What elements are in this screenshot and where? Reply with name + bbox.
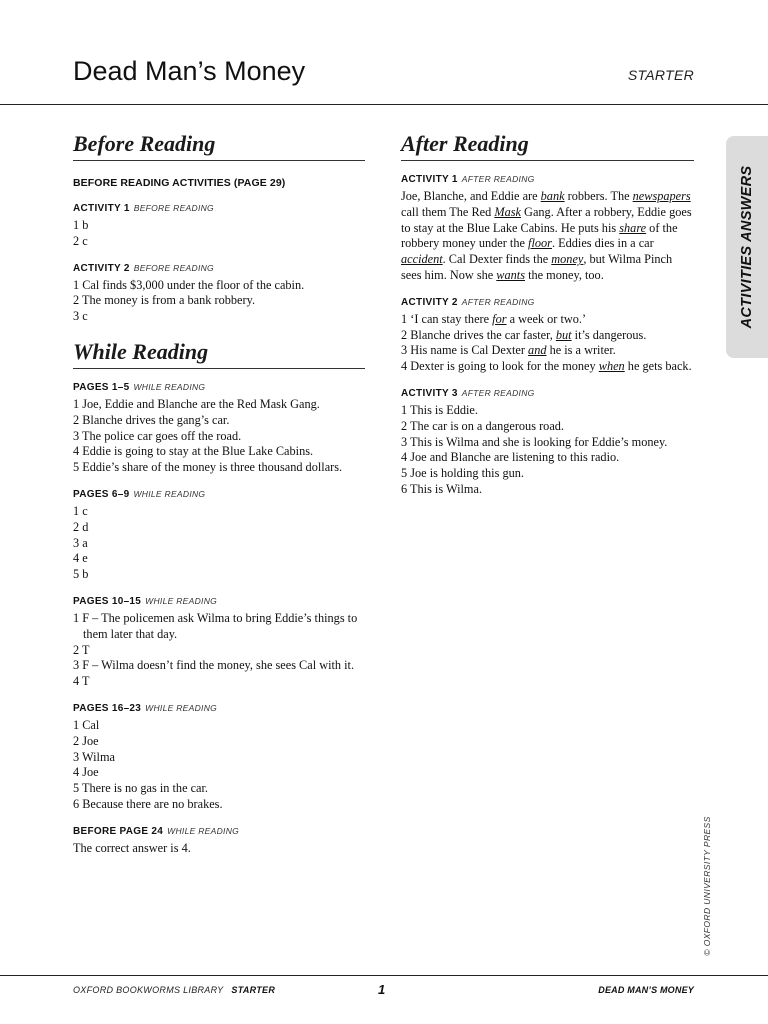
footer-book-title: DEAD MAN’S MONEY bbox=[598, 985, 694, 995]
footer-divider bbox=[0, 975, 768, 976]
before-reading-subheading: BEFORE READING ACTIVITIES (PAGE 29) bbox=[73, 177, 286, 189]
answer-line bbox=[401, 312, 694, 328]
text-run: he gets back. bbox=[624, 359, 692, 374]
while-reading-heading: While Reading bbox=[73, 339, 365, 369]
answer-line: 2 The car is on a dangerous road. bbox=[401, 418, 564, 433]
footer-series bbox=[73, 985, 275, 995]
answer-word: when bbox=[598, 359, 625, 374]
activity-number: ACTIVITY 3 bbox=[401, 387, 458, 399]
text-run: Joe, Blanche, and Eddie are bbox=[401, 189, 541, 203]
pages-tag: WHILE READING bbox=[145, 702, 218, 713]
answer-word: for bbox=[492, 311, 507, 326]
pages-label bbox=[73, 702, 365, 715]
answer-line: 4 e bbox=[73, 551, 88, 566]
answer-word: Mask bbox=[494, 204, 521, 219]
text-run: of the robbery money under the bbox=[401, 220, 678, 251]
header-divider bbox=[0, 104, 768, 105]
text-run: the money, too. bbox=[525, 267, 604, 282]
activity-label bbox=[401, 296, 694, 309]
answer-line: 4 Eddie is going to stay at the Blue Lake Cabins. bbox=[73, 444, 314, 459]
answer-line: 1 Joe, Eddie and Blanche are the Red Mask Gang. bbox=[73, 396, 320, 411]
answer-line: 3 F – Wilma doesn’t find the money, she sees Cal with it. bbox=[73, 658, 355, 673]
activity-number: ACTIVITY 1 bbox=[73, 203, 130, 214]
answer-word: but bbox=[555, 327, 572, 342]
series-level: STARTER bbox=[231, 985, 276, 995]
page-number: 1 bbox=[378, 982, 386, 997]
pages-range: BEFORE PAGE 24 bbox=[73, 825, 164, 837]
text-run: it’s dangerous. bbox=[571, 327, 647, 342]
pages-label bbox=[73, 595, 365, 608]
answer-line: 1 b bbox=[73, 218, 89, 232]
text-run: call them The Red bbox=[401, 204, 495, 219]
text-run: he is a writer. bbox=[546, 343, 616, 358]
before-reading-heading: Before Reading bbox=[73, 131, 365, 161]
answer-line: 3 c bbox=[73, 309, 88, 324]
text-run: , but Wilma Pinch sees him. Now she bbox=[401, 252, 673, 282]
copyright-notice: © OXFORD UNIVERSITY PRESS bbox=[702, 816, 712, 956]
answer-line: 1 Cal finds $3,000 under the floor of the cabin. bbox=[73, 277, 305, 292]
text-run: a week or two.’ bbox=[506, 311, 587, 326]
text-run: . Cal Dexter finds the bbox=[442, 252, 552, 267]
answer-line: 6 Because there are no brakes. bbox=[73, 796, 223, 811]
activities-answers-tab bbox=[726, 136, 768, 358]
activity-number: ACTIVITY 2 bbox=[73, 262, 130, 274]
activity-tag: BEFORE READING bbox=[133, 203, 214, 213]
left-column bbox=[73, 131, 365, 857]
pages-tag: WHILE READING bbox=[133, 488, 206, 499]
answer-line bbox=[401, 343, 694, 359]
answer-word: bank bbox=[540, 189, 565, 203]
answer-line: 6 This is Wilma. bbox=[401, 481, 483, 496]
answer-line: 5 b bbox=[73, 567, 89, 582]
activity-label bbox=[401, 387, 694, 400]
pages-range: PAGES 6–9 bbox=[73, 488, 130, 500]
answer-line: 2 c bbox=[73, 233, 88, 248]
answer-line: 4 Joe bbox=[73, 765, 99, 780]
text-run: 1 ‘I can stay there bbox=[401, 311, 493, 326]
answer-line: 2 Joe bbox=[73, 733, 99, 748]
pages-tag: WHILE READING bbox=[133, 381, 206, 392]
answer-line: 4 Joe and Blanche are listening to this radio. bbox=[401, 450, 620, 465]
text-run: 4 Dexter is going to look for the money bbox=[401, 359, 599, 374]
answer-line: 5 There is no gas in the car. bbox=[73, 781, 209, 796]
answer-line: 1 F – The policemen ask Wilma to bring Eddie’s things to them later that day. bbox=[73, 610, 358, 641]
answer-line: 1 Cal bbox=[73, 717, 100, 732]
text-run: . Eddies dies in a car bbox=[551, 236, 654, 251]
pages-tag: WHILE READING bbox=[167, 825, 240, 836]
activity-number: ACTIVITY 1 bbox=[401, 174, 458, 185]
answer-line: 2 d bbox=[73, 519, 89, 534]
pages-range: PAGES 16–23 bbox=[73, 702, 142, 714]
page-title: Dead Man’s Money bbox=[73, 56, 306, 86]
activity-label bbox=[401, 173, 694, 186]
gap-fill-paragraph bbox=[401, 189, 694, 284]
answer-word: money bbox=[551, 252, 584, 267]
activity-tag: AFTER READING bbox=[461, 174, 535, 184]
pages-tag: WHILE READING bbox=[145, 595, 218, 606]
level-label: STARTER bbox=[627, 67, 694, 83]
side-tab-label: ACTIVITIES ANSWERS bbox=[739, 165, 755, 329]
answer-line: 1 This is Eddie. bbox=[401, 402, 478, 417]
activity-label bbox=[73, 202, 365, 215]
pages-label bbox=[73, 825, 365, 838]
after-reading-heading: After Reading bbox=[401, 131, 694, 161]
series-name: OXFORD BOOKWORMS LIBRARY bbox=[73, 985, 224, 995]
pages-label bbox=[73, 488, 365, 501]
answer-word: floor bbox=[528, 236, 552, 251]
pages-range: PAGES 1–5 bbox=[73, 381, 130, 393]
answer-line: The correct answer is 4. bbox=[73, 840, 191, 855]
activity-number: ACTIVITY 2 bbox=[401, 296, 458, 308]
text-run: robbers. The bbox=[564, 189, 633, 203]
pages-range: PAGES 10–15 bbox=[73, 595, 142, 607]
answer-line: 5 Eddie’s share of the money is three thousand dollars. bbox=[73, 460, 343, 475]
answer-word: wants bbox=[496, 267, 525, 282]
answer-line bbox=[401, 328, 694, 344]
right-column bbox=[401, 131, 694, 498]
answer-line: 1 c bbox=[73, 503, 88, 518]
answer-line: 3 a bbox=[73, 535, 88, 550]
answer-line bbox=[401, 359, 694, 375]
answer-line: 2 T bbox=[73, 642, 90, 657]
text-run: 3 His name is Cal Dexter bbox=[401, 343, 529, 358]
answer-line: 5 Joe is holding this gun. bbox=[401, 466, 524, 481]
answer-word: and bbox=[528, 343, 547, 358]
answer-word: share bbox=[619, 220, 647, 235]
answer-line: 3 This is Wilma and she is looking for Eddie’s money. bbox=[401, 434, 668, 449]
answer-word: newspapers bbox=[632, 189, 691, 203]
activity-label bbox=[73, 262, 365, 275]
text-run: Gang. After a robbery, Eddie goes to stay at the Blue Lake Cabins. He puts his bbox=[401, 204, 692, 235]
answer-line: 2 The money is from a bank robbery. bbox=[73, 293, 256, 308]
answer-line: 3 The police car goes off the road. bbox=[73, 428, 242, 443]
activity-tag: BEFORE READING bbox=[133, 262, 214, 273]
answer-line: 2 Blanche drives the gang’s car. bbox=[73, 412, 230, 427]
activity-tag: AFTER READING bbox=[461, 296, 535, 307]
answer-line: 4 T bbox=[73, 674, 90, 689]
answer-line: 3 Wilma bbox=[73, 749, 115, 764]
text-run: 2 Blanche drives the car faster, bbox=[401, 327, 556, 342]
activity-tag: AFTER READING bbox=[461, 387, 535, 398]
answer-word: accident bbox=[401, 252, 443, 267]
pages-label bbox=[73, 381, 365, 394]
